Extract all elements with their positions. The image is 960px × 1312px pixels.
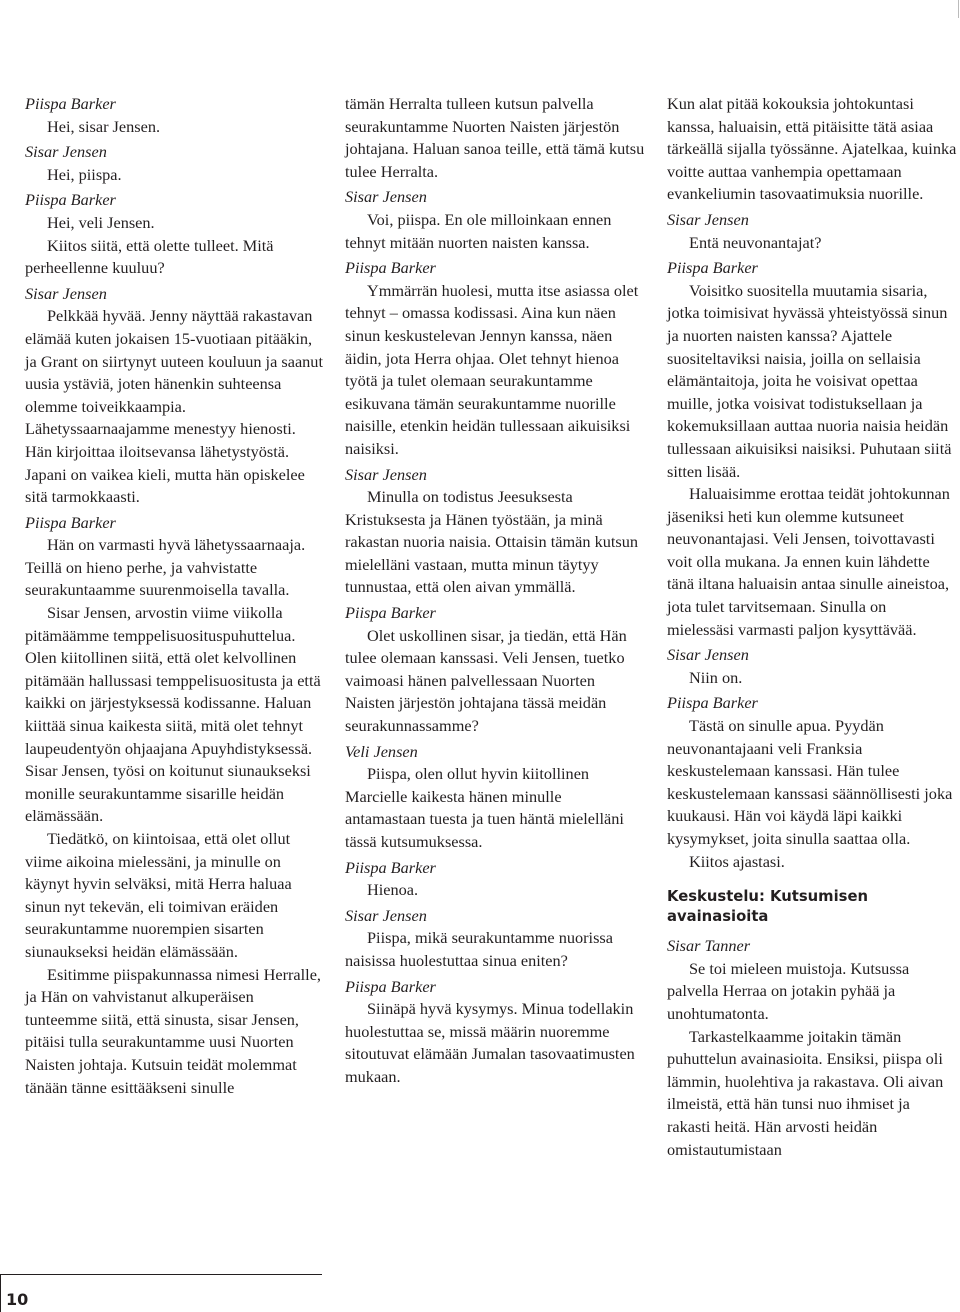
paragraph: Ymmärrän huolesi, mutta itse asiassa olet tehnyt – omassa kodissasi. Aina kun näen sinun keskustelevan Jennyn kanssa, näen äidin, jota Herra ohjaa. Olet tehnyt hienoa työtä ja tulet olemaan seurakuntamme esikuvana tämän seurakuntamme nuorille naisille, etenkin heidän tullessaan aikuisiksi naisiksi. <box>345 280 639 458</box>
paragraph: Kiitos ajastasi. <box>689 851 785 871</box>
speaker-name: Piispa Barker <box>345 857 436 877</box>
dialogue-block <box>667 257 957 641</box>
paragraph: Sisar Jensen, arvostin viime viikolla pitämäämme temppelisuosituspuhuttelua. Olen kiitollinen siitä, että olet kelvollinen pitämään hallussasi temppelisuositusta ja että kaikki on järjestyksessä kodissanne. Haluan kiittää sinua kaikesta siitä, mitä olet tehnyt laupeudentyön ohjaajana Apuyhdistyksessä. Sisar Jensen, työsi on koitunut siunaukseksi monille seurakuntamme sisarille heidän elämässään. <box>25 603 321 826</box>
page-number: 10 <box>6 1290 29 1309</box>
speaker-name: Sisar Jensen <box>667 645 749 665</box>
dialogue-block <box>667 935 957 1161</box>
column-1 <box>25 93 325 1099</box>
dialogue-block <box>345 976 645 1089</box>
dialogue-block <box>345 741 645 854</box>
paragraph: Minulla on todistus Jeesuksesta Kristuksesta ja Hänen työstään, ja minä rakastan nuoria naisia. Ottaisin tämän kutsun mielelläni vastaan, mutta minun täytyy tunnustaa, että olen aivan ymmällä. <box>345 487 638 597</box>
paragraph: Hei, sisar Jensen. <box>47 116 161 136</box>
dialogue-block <box>667 644 957 689</box>
top-edge-rule <box>958 0 959 18</box>
paragraph: Tarkastelkaamme joitakin tämän puhuttelun avainasioita. Ensiksi, piispa oli lämmin, huolehtiva ja rakastava. Oli aivan ilmeistä, että hän tunsi nuo ihmiset ja rakasti heitä. Hän arvosti heidän omistautumistaan <box>667 1026 944 1159</box>
dialogue-block <box>345 93 645 183</box>
dialogue-block <box>345 186 645 254</box>
paragraph: Tiedätkö, on kiintoisaa, että olet ollut viime aikoina mielessäni, ja minulle on käynyt hyvin selväksi, mitä Herra haluaa sinun nyt tekevän, eli toimivan eräiden seurakuntamme nuorempien sisarten siunaukseksi heidän elämässään. <box>25 829 292 961</box>
paragraph: Hei, piispa. <box>47 164 122 184</box>
footer-vertical-rule <box>0 1274 1 1312</box>
paragraph: Tästä on sinulle apua. Pyydän neuvonantajaani veli Franksia keskustelemaan kanssasi. Hän tulee keskustelemaan kanssasi säännöllisesti joka kuukausi. Hän voi käydä läpi kaikki kysymykset, joita sinulla saattaa olla. <box>667 716 953 848</box>
paragraph: Piispa, mikä seurakuntamme nuorissa naisissa huolestuttaa sinua eniten? <box>345 928 613 970</box>
paragraph: Pelkkää hyvää. Jenny näyttää rakastavan elämää kuten jokaisen 15-vuotiaan pitääkin, ja Grant on siirtynyt uuteen kouluun ja saanut uusia ystäviä, joten hänenkin suhteensa olemme toiveikkaampia. Lähetyssaarnaajamme menestyy hienosti. Hän kirjoittaa iloitsevansa lähetystyöstä. Japani on vaikea kieli, mutta hän opiskelee sitä tarmokkaasti. <box>25 306 323 507</box>
footer-rule <box>0 1274 322 1275</box>
dialogue-block <box>25 512 325 1099</box>
paragraph: Olet uskollinen sisar, ja tiedän, että Hän tulee olemaan kanssasi. Veli Jensen, tuetko vaimoasi hänen palvellessaan Nuorten Naisten järjestön johtajana tässä meidän seurakunnassamme? <box>345 625 627 736</box>
dialogue-block <box>667 692 957 873</box>
speaker-name: Piispa Barker <box>345 258 436 278</box>
speaker-name: Sisar Jensen <box>345 905 427 925</box>
speaker-name: Sisar Jensen <box>25 283 107 303</box>
paragraph: Haluaisimme erottaa teidät johtokunnan jäseniksi heti kun olemme kutsuneet neuvonantajasi. Veli Jensen, toivottavasti voit olla mukana. Ja ennen kuin lähdette tänä iltana haluaisin antaa sinulle aineistoa, jota tulet tarvitsemaan. Sinulla on mielessäsi varmasti paljon kysyttävää. <box>667 484 950 639</box>
paragraph: Voi, piispa. En ole milloinkaan ennen tehnyt mitään nuorten naisten kanssa. <box>345 209 612 252</box>
dialogue-block <box>345 257 645 460</box>
speaker-name: Piispa Barker <box>25 190 116 210</box>
paragraph: Kun alat pitää kokouksia johtokuntasi kanssa, haluaisin, että pitäisitte tätä asiaa tärkeällä sijalla työssänne. Ajatelkaa, kuinka voitte auttaa vanhempia opettamaan evankeliumin tasovaatimuksia nuorille. <box>667 94 957 204</box>
paragraph: Hän on varmasti hyvä lähetyssaarnaaja. Teillä on hieno perhe, ja vahvistatte seurakuntaamme suurenmoisella tavalla. <box>25 535 306 600</box>
paragraph: Hei, veli Jensen. <box>47 212 155 232</box>
paragraph: Voisitko suositella muutamia sisaria, jotka toimisivat hyvässä yhteistyössä sinun ja nuorten naisten kanssa? Ajattele suositeltaviksi naisia, joilla on sellaisia elämäntaitoja, joita he voisivat opettaa muille, jotka voisivat todistuksellaan ja kokemuksillaan auttaa nuoria naisia heidän tullessaan aikuisiksi naisiksi. Puhutaan siitä sitten lisää. <box>667 280 952 481</box>
dialogue-block <box>667 93 957 206</box>
dialogue-block <box>345 602 645 738</box>
speaker-name: Piispa Barker <box>345 976 436 996</box>
speaker-name: Sisar Jensen <box>25 142 107 162</box>
paragraph: Kiitos siitä, että olette tulleet. Mitä perheellenne kuuluu? <box>25 235 274 278</box>
speaker-name: Sisar Tanner <box>667 936 751 956</box>
paragraph: Niin on. <box>689 667 743 687</box>
paragraph: Siinäpä hyvä kysymys. Minua todellakin huolestuttaa se, missä määrin nuoremme sitoutuvat elämään Jumalan tasovaatimusten mukaan. <box>345 999 635 1086</box>
column-2 <box>345 93 645 1089</box>
column-3 <box>667 93 957 1161</box>
dialogue-block <box>345 905 645 973</box>
speaker-name: Piispa Barker <box>345 603 436 623</box>
dialogue-block <box>667 209 957 254</box>
speaker-name: Sisar Jensen <box>345 187 427 207</box>
dialogue-block <box>25 283 325 509</box>
speaker-name: Piispa Barker <box>25 512 116 532</box>
speaker-name: Veli Jensen <box>345 741 418 761</box>
dialogue-block <box>345 464 645 600</box>
speaker-name: Sisar Jensen <box>345 464 427 484</box>
speaker-name: Piispa Barker <box>667 258 758 278</box>
dialogue-block <box>345 857 645 902</box>
dialogue-block <box>25 141 325 186</box>
section-heading: Keskustelu: Kutsumisen avainasioita <box>667 888 869 926</box>
paragraph: Hienoa. <box>367 880 419 900</box>
paragraph: tämän Herralta tulleen kutsun palvella seurakuntamme Nuorten Naisten järjestön johtajana. Haluan sanoa teille, että tämä kutsu tulee Herralta. <box>345 94 645 181</box>
speaker-name: Sisar Jensen <box>667 209 749 229</box>
paragraph: Esitimme piispakunnassa nimesi Herralle, ja Hän on vahvistanut alkuperäisen tunteemme siitä, että sinusta, sisar Jensen, pitäisi tulla seurakuntamme uusi Nuorten Naisten johtaja. Kutsuin teidät molemmat tänään tänne esittääkseni sinulle <box>25 964 322 1097</box>
dialogue-block <box>25 93 325 138</box>
speaker-name: Piispa Barker <box>25 94 116 113</box>
paragraph: Se toi mieleen muistoja. Kutsussa palvella Herraa on jotakin pyhää ja unohtumatonta. <box>667 958 910 1023</box>
dialogue-block <box>25 189 325 279</box>
speaker-name: Piispa Barker <box>667 693 758 713</box>
paragraph: Entä neuvonantajat? <box>689 232 822 252</box>
paragraph: Piispa, olen ollut hyvin kiitollinen Marcielle kaikesta hänen minulle antamastaan tuesta ja tuen häntä mielelläni tässä kutsumuksessa. <box>345 764 624 851</box>
